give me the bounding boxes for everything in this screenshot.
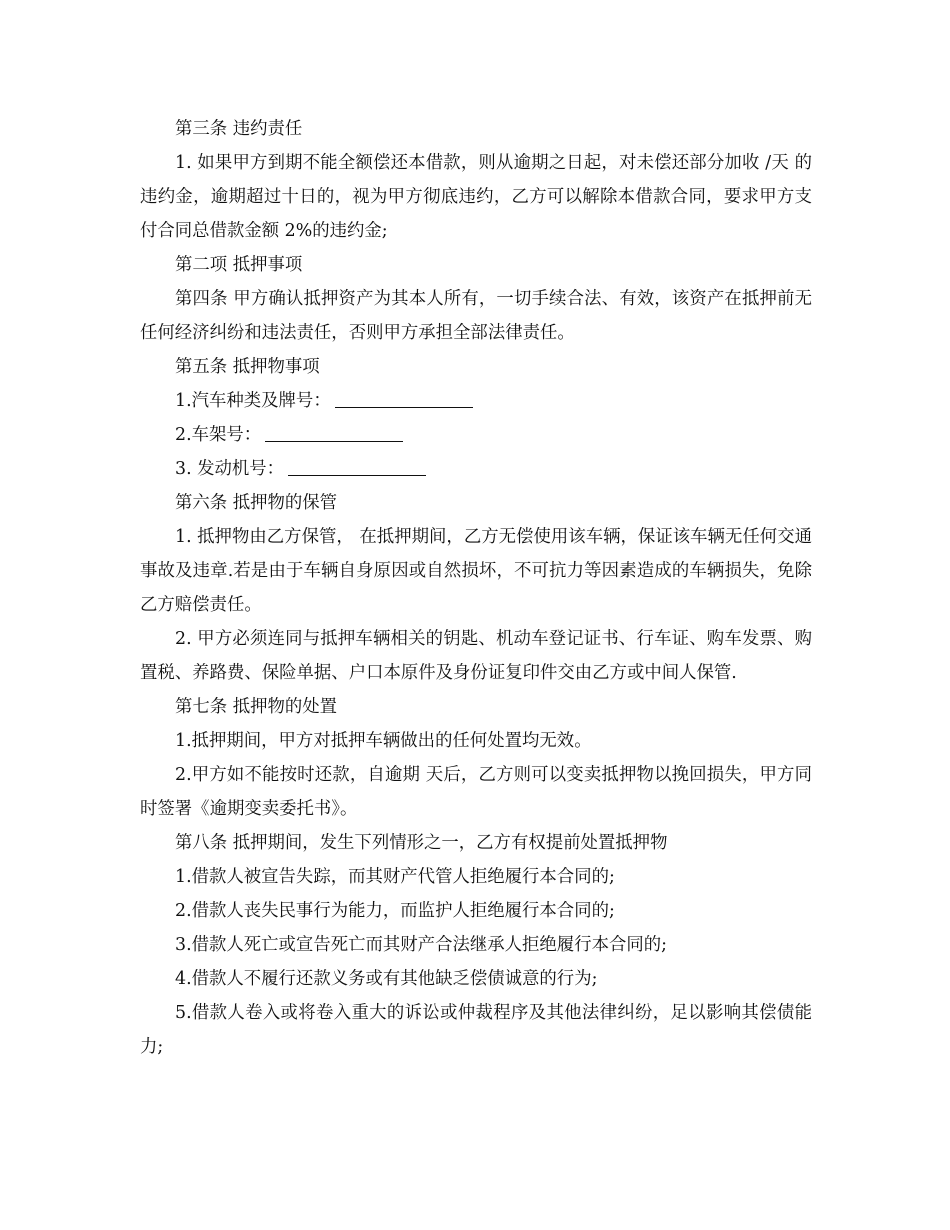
paragraph: 第四条 甲方确认抵押资产为其本人所有，一切手续合法、有效，该资产在抵押前无任何经济纠纷和违法责任，否则甲方承担全部法律责任。 xyxy=(140,289,812,343)
field-label: 3. 发动机号： xyxy=(175,459,285,479)
list-item: 1.借款人被宣告失踪，而其财产代管人拒绝履行本合同的; xyxy=(175,867,615,887)
fill-blank-line xyxy=(335,387,473,408)
fill-blank-line xyxy=(265,421,403,442)
fill-blank-line xyxy=(288,455,426,476)
field-frame-number xyxy=(140,418,812,452)
list-item: 2.借款人丧失民事行为能力，而监护人拒绝履行本合同的; xyxy=(175,901,615,921)
section-heading: 第五条 抵押物事项 xyxy=(175,357,320,377)
field-engine-number xyxy=(140,452,812,486)
paragraph: 1. 如果甲方到期不能全额偿还本借款，则从逾期之日起，对未偿还部分加收 /天 的违约金，逾期超过十日的，视为甲方彻底违约，乙方可以解除本借款合同，要求甲方支付合同总借款金额 2%的违约金; xyxy=(140,153,812,241)
section-heading: 第八条 抵押期间，发生下列情形之一，乙方有权提前处置抵押物 xyxy=(175,833,668,853)
field-vehicle-type xyxy=(140,384,812,418)
section-heading: 第三条 违约责任 xyxy=(175,119,303,139)
paragraph: 2. 甲方必须连同与抵押车辆相关的钥匙、机动车登记证书、行车证、购车发票、购置税、养路费、保险单据、户口本原件及身份证复印件交由乙方或中间人保管. xyxy=(140,629,812,683)
field-label: 1.汽车种类及牌号： xyxy=(175,391,331,411)
field-label: 2.车架号： xyxy=(175,425,262,445)
section-heading: 第二项 抵押事项 xyxy=(175,255,303,275)
list-item: 5.借款人卷入或将卷入重大的诉讼或仲裁程序及其他法律纠纷，足以影响其偿债能力; xyxy=(140,1003,812,1057)
document-page xyxy=(140,112,812,1064)
paragraph: 2.甲方如不能按时还款，自逾期 天后，乙方则可以变卖抵押物以挽回损失，甲方同时签署《逾期变卖委托书》。 xyxy=(140,765,812,819)
list-item: 3.借款人死亡或宣告死亡而其财产合法继承人拒绝履行本合同的; xyxy=(175,935,668,955)
section-heading: 第七条 抵押物的处置 xyxy=(175,697,338,717)
list-item: 4.借款人不履行还款义务或有其他缺乏偿债诚意的行为; xyxy=(175,969,598,989)
paragraph: 1.抵押期间，甲方对抵押车辆做出的任何处置均无效。 xyxy=(175,731,592,751)
paragraph: 1. 抵押物由乙方保管， 在抵押期间，乙方无偿使用该车辆，保证该车辆无任何交通事故及违章.若是由于车辆自身原因或自然损坏，不可抗力等因素造成的车辆损失，免除乙方赔偿责任。 xyxy=(140,527,812,615)
section-heading: 第六条 抵押物的保管 xyxy=(175,493,338,513)
